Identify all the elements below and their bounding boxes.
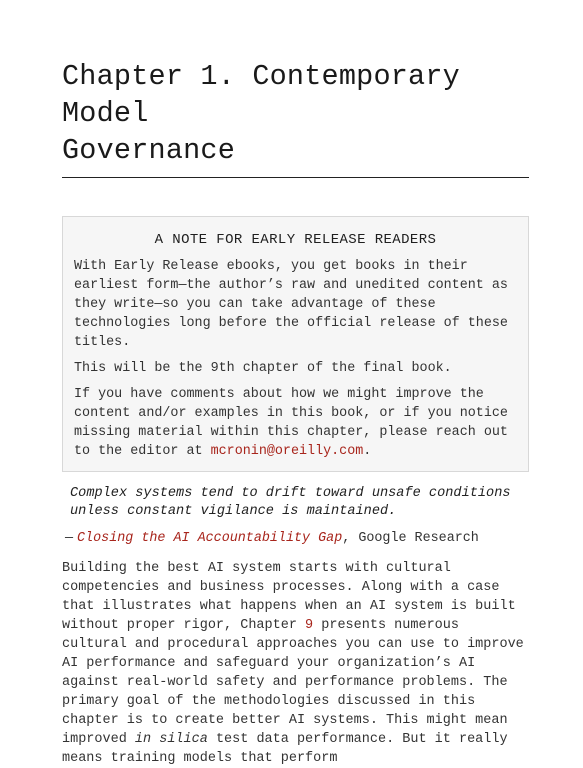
note-paragraph-2: This will be the 9th chapter of the final book.: [74, 361, 452, 376]
source-title-link[interactable]: Closing the AI Accountability Gap: [77, 531, 343, 546]
note-heading: A NOTE FOR EARLY RELEASE READERS: [154, 232, 437, 248]
body-text-1: Building the best AI system starts with cultural competencies and business processes. Along with a case that illustrates what happens when an AI system is built without proper rigor, Chapter: [62, 561, 516, 633]
chapter-title-line1: Chapter 1. Contemporary Model: [62, 60, 460, 130]
source-organization: Google Research: [358, 531, 479, 546]
title-divider: [62, 177, 529, 178]
note-paragraph-3: [74, 385, 517, 461]
epigraph-attribution: [65, 530, 529, 548]
early-release-note: [62, 216, 529, 472]
body-text-2: presents numerous cultural and procedural approaches you can use to improve AI performance and safeguard your organization’s AI against real-world safety and performance problems. The primary goal of the methodologies discussed in this chapter is to create better AI systems. This might mean improved: [62, 618, 524, 747]
source-separator: ,: [342, 531, 359, 546]
chapter-title-line2: Governance: [62, 134, 236, 167]
chapter-title: [62, 58, 529, 169]
page-content: [62, 58, 529, 768]
chapter-reference-link[interactable]: 9: [305, 618, 314, 633]
note-paragraph-3-end: .: [363, 444, 372, 459]
attribution-dash: —: [65, 531, 74, 546]
epigraph-quote: Complex systems tend to drift toward unsafe conditions unless constant vigilance is maintained.: [70, 486, 511, 519]
note-paragraph-1: With Early Release ebooks, you get books in their earliest form—the author’s raw and unedited content as they write—so you can take advantage of these technologies long before the official release of these titles.: [74, 259, 508, 350]
editor-email-link[interactable]: mcronin@oreilly.com: [210, 444, 364, 459]
body-emphasis: in silica: [134, 732, 208, 747]
body-text-3: test data performance. But it really means training models that perform: [62, 732, 508, 766]
body-paragraph: [62, 559, 529, 768]
note-paragraph-3-text: If you have comments about how we might improve the content and/or examples in this book, or if you notice missing material within this chapter, please reach out to the editor at: [74, 387, 508, 459]
